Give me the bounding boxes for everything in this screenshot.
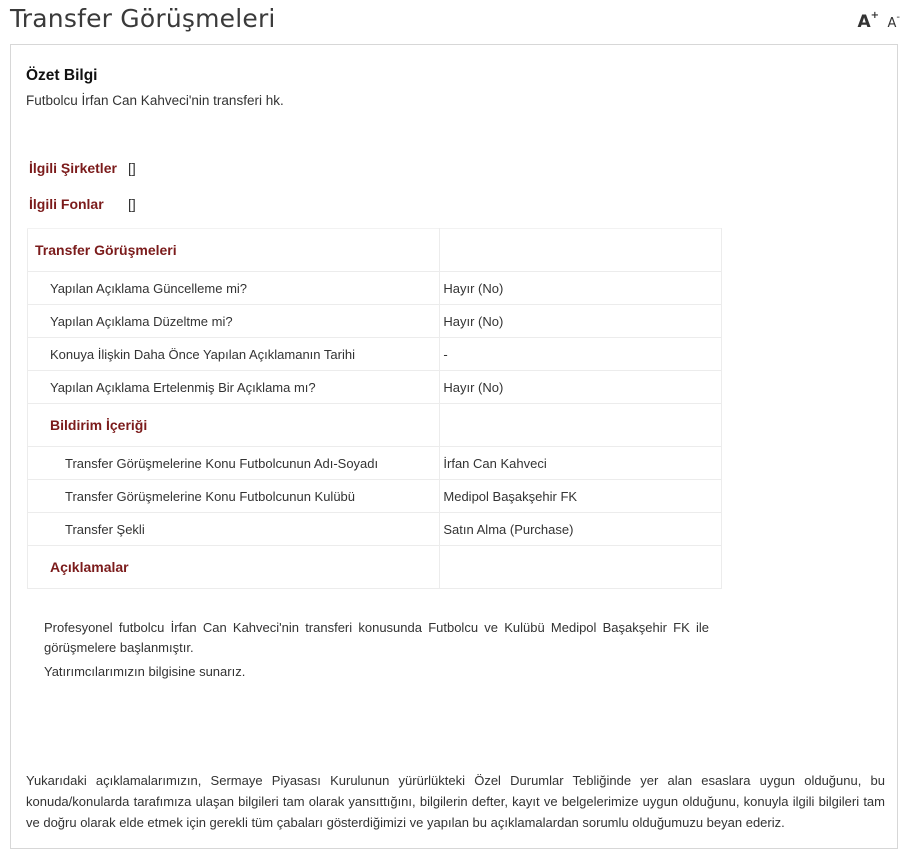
table-row [28, 480, 722, 513]
increase-font-button[interactable] [857, 12, 879, 32]
detail-table [27, 228, 722, 589]
table-row [28, 338, 722, 371]
related-funds-label[interactable]: İlgili Fonlar [29, 196, 104, 212]
table-row [28, 305, 722, 338]
disclosure-panel [10, 44, 898, 849]
increase-font-label: A [857, 12, 871, 32]
table-cell-label: Yapılan Açıklama Ertelenmiş Bir Açıklama mı? [28, 371, 440, 404]
section-transfer-negotiations: Transfer Görüşmeleri [28, 229, 440, 272]
section-notification-content: Bildirim İçeriği [28, 404, 440, 447]
table-row [28, 371, 722, 404]
table-cell-value [440, 546, 722, 589]
table-cell-label: Yapılan Açıklama Düzeltme mi? [28, 305, 440, 338]
table-row [28, 272, 722, 305]
explanation-text [44, 618, 709, 686]
table-row [28, 404, 722, 447]
table-row [28, 229, 722, 272]
explanation-paragraph: Yatırımcılarımızın bilgisine sunarız. [44, 664, 246, 679]
table-row [28, 546, 722, 589]
related-companies-label[interactable]: İlgili Şirketler [29, 160, 117, 176]
table-cell-value: Medipol Başakşehir FK [440, 480, 722, 513]
table-cell-label: Transfer Şekli [28, 513, 440, 546]
page-title: Transfer Görüşmeleri [10, 4, 276, 33]
related-funds [29, 196, 136, 212]
table-cell-label: Yapılan Açıklama Güncelleme mi? [28, 272, 440, 305]
table-cell-value: Hayır (No) [440, 272, 722, 305]
table-cell-label: Konuya İlişkin Daha Önce Yapılan Açıklamanın Tarihi [28, 338, 440, 371]
table-row [28, 447, 722, 480]
table-row [28, 513, 722, 546]
table-cell-value: - [440, 338, 722, 371]
table-cell-value: Satın Alma (Purchase) [440, 513, 722, 546]
table-cell-value: Hayır (No) [440, 305, 722, 338]
table-cell-label: Transfer Görüşmelerine Konu Futbolcunun Kulübü [28, 480, 440, 513]
related-companies-value: [] [128, 160, 136, 176]
decrease-font-sup: - [896, 11, 900, 23]
summary-title: Özet Bilgi [26, 67, 98, 84]
decrease-font-label: A [887, 16, 897, 31]
table-cell-value: Hayır (No) [440, 371, 722, 404]
related-companies [29, 160, 136, 176]
disclaimer-text: Yukarıdaki açıklamalarımızın, Sermaye Piyasası Kurulunun yürürlükteki Özel Durumlar Tebliğinde yer alan esaslara uygun olduğunu, bu konuda/konularda tarafımıza ulaşan bilgileri tam olarak yansıttığını, bilgilerin defter, kayıt ve belgelerimize uygun olduğunu, konuyla ilgili bilgileri tam ve doğru olarak elde etmek için gerekli tüm çabaları gösterdiğimizi ve yapılan bu açıklamalardan sorumlu olduğumuzu beyan ederiz. [26, 773, 885, 830]
table-cell-value [440, 404, 722, 447]
section-explanations: Açıklamalar [28, 546, 440, 589]
table-cell-label: Transfer Görüşmelerine Konu Futbolcunun Adı-Soyadı [28, 447, 440, 480]
explanation-paragraph: Profesyonel futbolcu İrfan Can Kahveci'nin transferi konusunda Futbolcu ve Kulübü Medipol Başakşehir FK ile görüşmelere başlanmıştır. [44, 620, 709, 655]
font-size-controls [857, 12, 900, 32]
table-cell-value [440, 229, 722, 272]
decrease-font-button[interactable] [887, 11, 900, 31]
summary-text: Futbolcu İrfan Can Kahveci'nin transferi hk. [26, 93, 284, 108]
increase-font-sup: + [870, 10, 880, 22]
table-cell-value: İrfan Can Kahveci [440, 447, 722, 480]
related-funds-value: [] [128, 196, 136, 212]
